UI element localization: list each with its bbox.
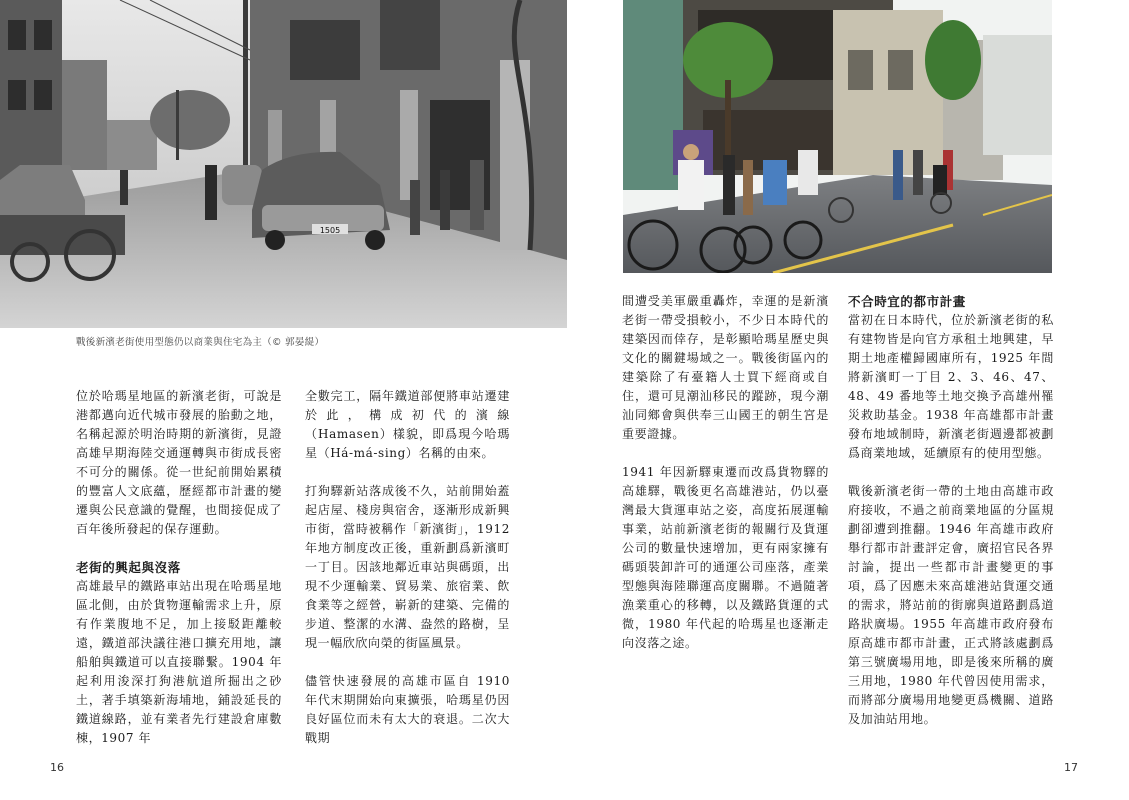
page-number-right: 17 xyxy=(1064,761,1078,774)
historic-street-photo xyxy=(0,0,567,328)
body-paragraph: 高雄最早的鐵路車站出現在哈瑪星地區北側，由於貨物運輸需求上升，原有作業腹地不足，加上接駁距離較遠，鐵道部決議往港口擴充用地，讓船舶與鐵道可以直接聯繫。1904 年起利用浚深打狗港航道所掘出之砂土，著手填築新海埔地，鋪設延長的鐵道線路，並有業者先行建設倉庫數棟，1907 年 xyxy=(76,579,282,745)
body-paragraph: 儘管快速發展的高雄市區自 1910 年代末期開始向東擴張，哈瑪星仍因良好區位而未有太大的衰退。二次大戰期 xyxy=(305,674,510,745)
section-heading-urban-plan: 不合時宜的都市計畫 xyxy=(848,294,966,309)
body-paragraph: 1941 年因新驛東遷而改爲貨物驛的高雄驛，戰後更名高雄港站，仍以臺灣最大貨運車站之姿，高度拓展運輸事業，站前新濱老街的報關行及貨運公司的數量快速增加，更有兩家擁有碼頭裝卸許可的通運公司座落，產業型態與海陸聯運高度關聯。不過隨著漁業重心的移轉，以及鐵路貨運的式微，1980 年代起的哈瑪星也逐漸走向沒落之途。 xyxy=(622,465,829,650)
photo-caption: 戰後新濱老街使用型態仍以商業與住宅為主（© 郭晏緹） xyxy=(76,337,325,348)
body-paragraph: 打狗驛新站落成後不久，站前開始蓋起店屋、棧房與宿舍，逐漸形成新興市街，當時被稱作「新濱街」，1912 年地方制度改正後，重新劃爲新濱町一丁目。因該地鄰近車站與碼頭，出現不少運輸業、貿易業、旅宿業、飲食業等之經營，嶄新的建築、完備的步道、整潔的水溝、盎然的路樹，呈現一幅欣欣向榮的街區風景。 xyxy=(305,484,510,650)
body-paragraph: 戰後新濱老街一帶的土地由高雄市政府接收，不過之前商業地區的分區規劃卻遭到推翻。1946 年高雄市政府舉行都市計畫評定會，廣招官民各界討論，提出一些都市計畫變更的事項，爲了因應未來高雄港站貨運交通的需求，將站前的街廓與道路劃爲道路狀廣場。1955 年高雄市政府發布原高雄市都市計畫，正式將該處劃爲第三號廣場用地，即是後來所稱的廣三用地，1980 年代曾因使用需求，而將部分廣場用地變更爲機關、道路及加油站用地。 xyxy=(848,484,1054,726)
right-page-column-1 xyxy=(622,292,829,653)
right-page-column-2 xyxy=(848,292,1054,729)
body-paragraph: 當初在日本時代，位於新濱老街的私有建物皆是向官方承租土地興建，早期土地產權歸國庫所有，1925 年間將新濱町一丁目 2、3、46、47、48、49 番地等土地交換予高雄州罹災救助基金。1938 年高雄都市計畫發布地域制時，新濱老街週邊都被劃爲商業地域，延續原有的使用型態。 xyxy=(848,313,1054,460)
modern-street-photo xyxy=(623,0,1052,273)
left-page-column-1 xyxy=(76,387,282,748)
section-heading-rise-and-fall: 老街的興起與沒落 xyxy=(76,560,181,575)
body-paragraph: 全數完工，隔年鐵道部便將車站遷建於此，構成初代的濱線（Hamasen）樣貌，即爲現今哈瑪星（Há-má-sing）名稱的由來。 xyxy=(305,389,510,460)
body-paragraph: 間遭受美軍嚴重轟炸，幸運的是新濱老街一帶受損較小，不少日本時代的建築因而倖存，是彰顯哈瑪星歷史與文化的關鍵場域之一。戰後街區內的建築除了有臺籍人士買下經商或自住，還可見潮汕移民的蹤跡，現今潮汕同鄉會與供奉三山國王的朝生宮是重要證據。 xyxy=(622,294,829,441)
intro-paragraph: 位於哈瑪星地區的新濱老街，可說是港都邁向近代城市發展的胎動之地，名稱起源於明治時期的新濱街，見證高雄早期海陸交通運轉與市街成長密不可分的關係。從一世紀前開始累積的豐富人文底蘊，歷經都市計畫的變遷與公民意識的覺醒，也間接促成了百年後所發起的保存運動。 xyxy=(76,389,282,536)
license-plate: 1505 xyxy=(319,226,341,235)
page-number-left: 16 xyxy=(50,761,64,774)
left-page-column-2 xyxy=(305,387,510,748)
